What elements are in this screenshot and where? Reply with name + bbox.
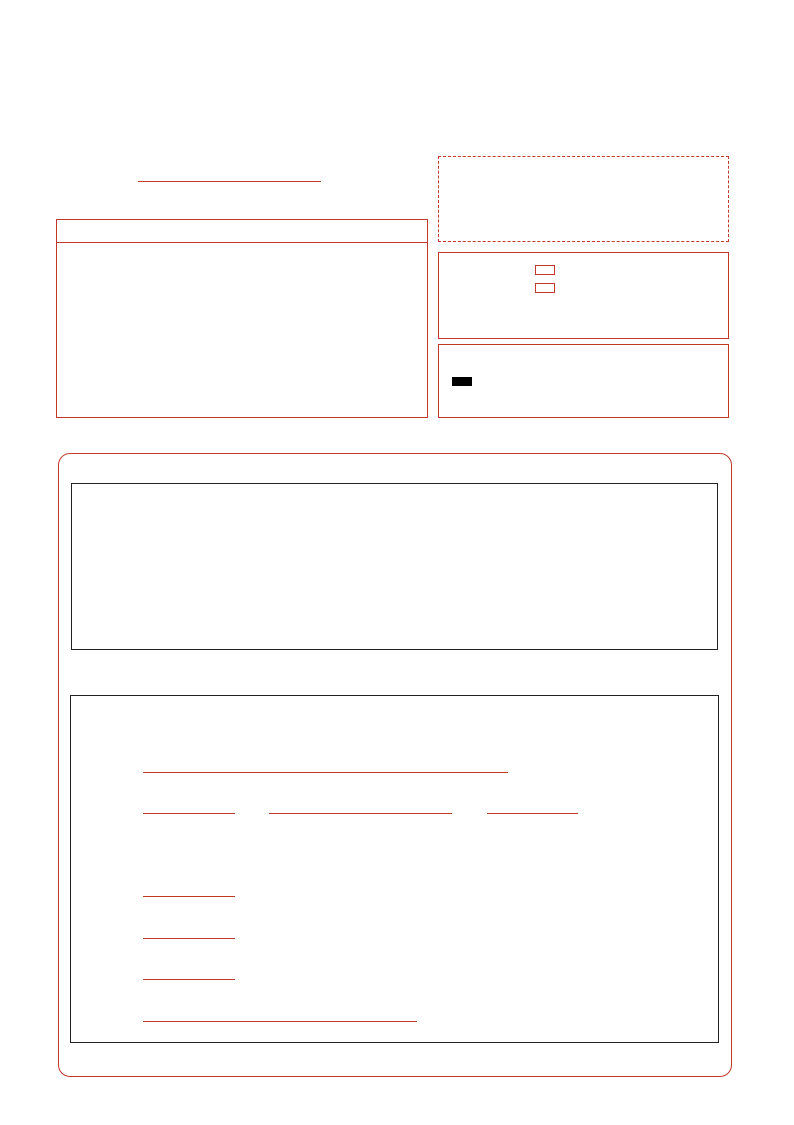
name-field[interactable]: [138, 180, 321, 182]
q14-part-1-answer-line[interactable]: [143, 772, 508, 773]
q14-part-2-answer-line-b[interactable]: [269, 813, 452, 814]
left-timing-marks-lower: [36, 978, 50, 1073]
mc-answer-box: [71, 483, 718, 650]
left-timing-marks-upper: [36, 103, 50, 603]
correct-sample: [448, 374, 472, 388]
notes-list: [57, 243, 427, 247]
fill-sample-panel: [438, 344, 729, 418]
nmc-answer-box: [70, 695, 719, 1043]
filled-box-icon: [452, 377, 472, 386]
absent-mark-row: [525, 262, 555, 276]
q14-part-2-answer-line-a[interactable]: [143, 813, 235, 814]
q15-part-3-answer-line[interactable]: [143, 979, 235, 980]
notes-title: [57, 220, 427, 243]
absent-mark-box[interactable]: [535, 265, 555, 275]
violation-mark-box[interactable]: [535, 283, 555, 293]
violation-mark-row: [525, 280, 555, 294]
wrong-sample: [448, 396, 474, 410]
q15-part-1-answer-line[interactable]: [143, 896, 235, 897]
examiner-only-panel: [438, 252, 729, 339]
notes-panel: [56, 219, 428, 418]
q15-part-4-answer-line[interactable]: [143, 1021, 417, 1022]
barcode-area: [438, 156, 729, 242]
q14-part-2-answer-line-c[interactable]: [487, 813, 578, 814]
top-timing-marks: [50, 38, 746, 52]
q15-part-2-answer-line[interactable]: [143, 938, 235, 939]
